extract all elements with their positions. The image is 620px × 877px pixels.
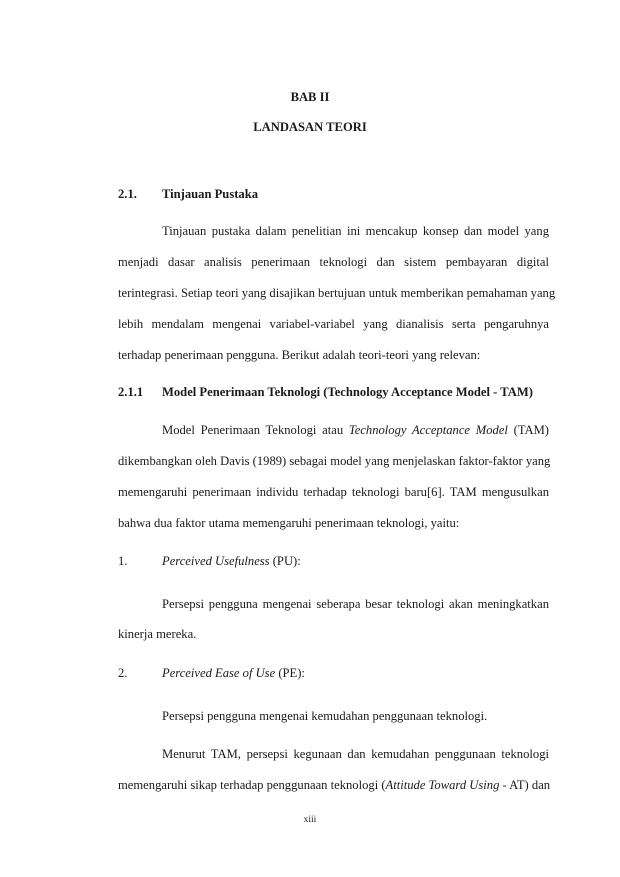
- subsection-number: 2.1.1: [118, 385, 144, 399]
- paragraph-line: bahwa dua faktor utama memengaruhi penerimaan teknologi, yaitu:: [118, 516, 460, 530]
- italic-term: Technology Acceptance Model: [348, 423, 508, 437]
- paragraph-line: [162, 422, 549, 438]
- paragraph-line: terintegrasi. Setiap teori yang disajikan bertujuan untuk memberikan pemahaman yang: [118, 286, 556, 300]
- list-item-title: [162, 665, 305, 681]
- paragraph-line: Tinjauan pustaka dalam penelitian ini mencakup konsep dan model yang: [162, 224, 549, 238]
- section-title: Tinjauan Pustaka: [162, 187, 259, 201]
- section-number: 2.1.: [118, 187, 137, 201]
- paragraph-line: [118, 777, 549, 793]
- subsection-title: Model Penerimaan Teknologi (Technology Acceptance Model - TAM): [162, 385, 533, 399]
- paragraph-line: kinerja mereka.: [118, 627, 197, 641]
- paragraph-line: Persepsi pengguna mengenai seberapa besar teknologi akan meningkatkan: [162, 597, 549, 611]
- list-number: 2.: [118, 666, 128, 680]
- paragraph-line: Menurut TAM, persepsi kegunaan dan kemudahan penggunaan teknologi: [162, 747, 549, 761]
- chapter-label: BAB II: [290, 90, 330, 104]
- italic-term: Perceived Usefulness: [162, 554, 270, 568]
- paragraph-line: lebih mendalam mengenai variabel-variabel yang dianalisis serta pengaruhnya: [118, 317, 549, 331]
- italic-term: Attitude Toward Using: [385, 778, 500, 792]
- paragraph-line: menjadi dasar analisis penerimaan teknologi dan sistem pembayaran digital: [118, 255, 549, 269]
- text-segment: memengaruhi sikap terhadap penggunaan teknologi (: [118, 778, 386, 792]
- paragraph-line: Persepsi pengguna mengenai kemudahan penggunaan teknologi.: [162, 709, 488, 723]
- page-number: xiii: [303, 815, 317, 825]
- paragraph-line: dikembangkan oleh Davis (1989) sebagai model yang menjelaskan faktor-faktor yang: [118, 454, 551, 468]
- text-segment: - AT) dan: [499, 778, 551, 792]
- chapter-title: LANDASAN TEORI: [253, 120, 367, 134]
- text-segment: (PU):: [269, 554, 301, 568]
- list-number: 1.: [118, 554, 128, 568]
- list-item-title: [162, 553, 301, 569]
- paragraph-line: terhadap penerimaan pengguna. Berikut adalah teori-teori yang relevan:: [118, 348, 481, 362]
- text-segment: Model Penerimaan Teknologi atau: [162, 423, 349, 437]
- text-segment: (TAM): [507, 423, 549, 437]
- paragraph-line: memengaruhi penerimaan individu terhadap teknologi baru[6]. TAM mengusulkan: [118, 485, 549, 499]
- text-segment: (PE):: [275, 666, 305, 680]
- italic-term: Perceived Ease of Use: [162, 666, 276, 680]
